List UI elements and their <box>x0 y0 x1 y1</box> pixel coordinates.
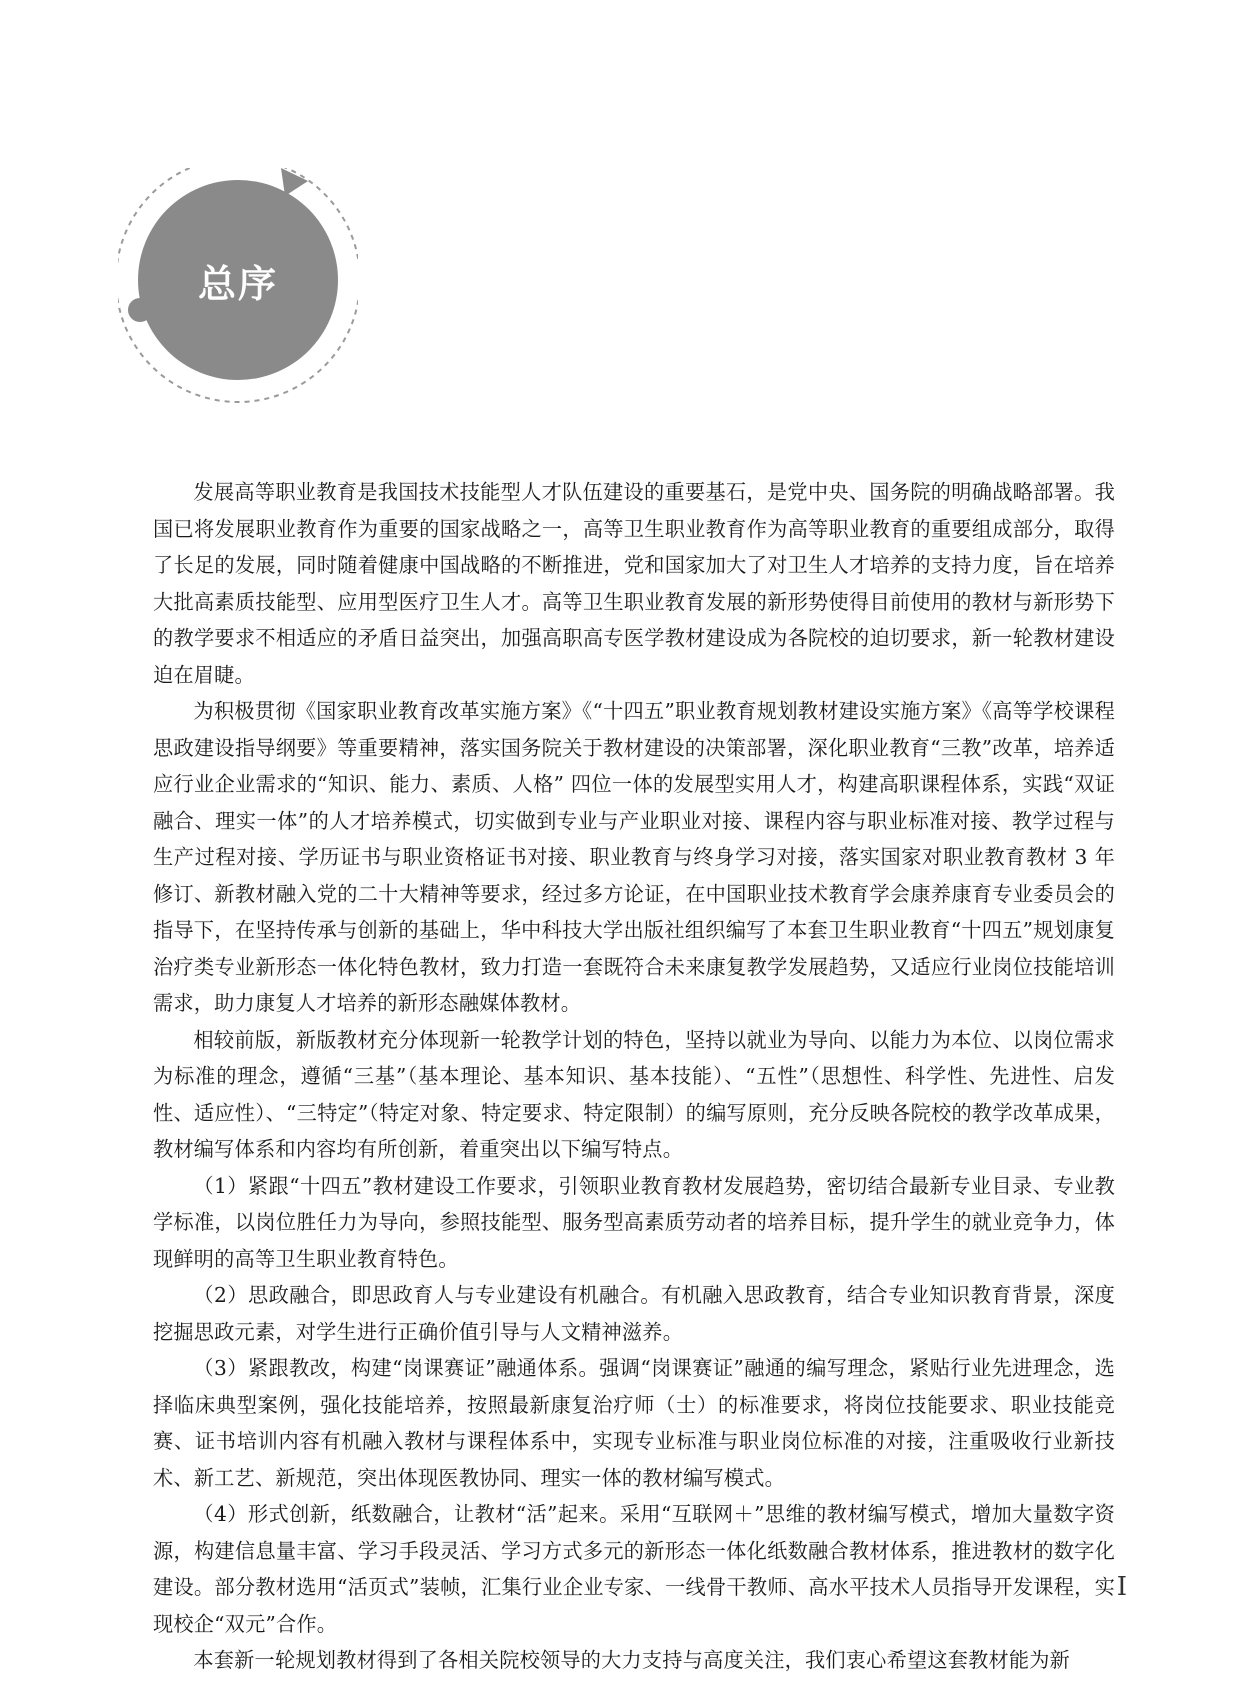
page-number: I <box>1116 1572 1127 1602</box>
paragraph: 本套新一轮规划教材得到了各相关院校领导的大力支持与高度关注，我们衷心希望这套教材能为新 <box>193 1648 1071 1672</box>
paragraph: （3）紧跟教改，构建“岗课赛证”融通体系。强调“岗课赛证”融通的编写理念，紧贴行业先进理念，选择临床典型案例，强化技能培养，按照最新康复治疗师（士）的标准要求，将岗位技能要求、职业技能竞赛、证书培训内容有机融入教材与课程体系中，实现专业标准与职业岗位标准的对接，注重吸收行业新技术、新工艺、新规范，突出体现医教协同、理实一体的教材编写模式。 <box>153 1356 1115 1490</box>
paragraph: 为积极贯彻《国家职业教育改革实施方案》《“十四五”职业教育规划教材建设实施方案》《高等学校课程思政建设指导纲要》等重要精神，落实国务院关于教材建设的决策部署，深化职业教育“三教”改革，培养适应行业企业需求的“知识、能力、素质、人格” 四位一体的发展型实用人才，构建高职课程体系，实践“双证融合、理实一体”的人才培养模式，切实做到专业与产业职业对接、课程内容与职业标准对接、教学过程与生产过程对接、学历证书与职业资格证书对接、职业教育与终身学习对接，落实国家对职业教育教材 3 年修订、新教材融入党的二十大精神等要求，经过多方论证，在中国职业技术教育学会康养康育专业委员会的指导下，在坚持传承与创新的基础上，华中科技大学出版社组织编写了本套卫生职业教育“十四五”规划康复治疗类专业新形态一体化特色教材，致力打造一套既符合未来康复教学发展趋势，又适应行业岗位技能培训需求，助力康复人才培养的新形态融媒体教材。 <box>153 699 1115 1015</box>
body-text <box>153 474 1115 1679</box>
paragraph: 相较前版，新版教材充分体现新一轮教学计划的特色，坚持以就业为导向、以能力为本位、以岗位需求为标准的理念，遵循“三基”（基本理论、基本知识、基本技能）、“五性”（思想性、科学性、先进性、启发性、适应性）、“三特定”（特定对象、特定要求、特定限制）的编写原则，充分反映各院校的教学改革成果，教材编写体系和内容均有所创新，着重突出以下编写特点。 <box>153 1027 1115 1161</box>
paragraph: 发展高等职业教育是我国技术技能型人才队伍建设的重要基石，是党中央、国务院的明确战略部署。我国已将发展职业教育作为重要的国家战略之一，高等卫生职业教育作为高等职业教育的重要组成部分，取得了长足的发展，同时随着健康中国战略的不断推进，党和国家加大了对卫生人才培养的支持力度，旨在培养大批高素质技能型、应用型医疗卫生人才。高等卫生职业教育发展的新形势使得目前使用的教材与新形势下的教学要求不相适应的矛盾日益突出，加强高职高专医学教材建设成为各院校的迫切要求，新一轮教材建设迫在眉睫。 <box>153 480 1115 687</box>
paragraph: （2）思政融合，即思政育人与专业建设有机融合。有机融入思政教育，结合专业知识教育背景，深度挖掘思政元素，对学生进行正确价值引导与人文精神滋养。 <box>153 1283 1115 1344</box>
paragraph: （4）形式创新，纸数融合，让教材“活”起来。采用“互联网＋”思维的教材编写模式，增加大量数字资源，构建信息量丰富、学习手段灵活、学习方式多元的新形态一体化纸数融合教材体系，推进教材的数字化建设。部分教材选用“活页式”装帧，汇集行业企业专家、一线骨干教师、高水平技术人员指导开发课程，实现校企“双元”合作。 <box>153 1502 1115 1636</box>
paragraph: （1）紧跟“十四五”教材建设工作要求，引领职业教育教材发展趋势，密切结合最新专业目录、专业教学标准，以岗位胜任力为导向，参照技能型、服务型高素质劳动者的培养目标，提升学生的就业竞争力，体现鲜明的高等卫生职业教育特色。 <box>153 1173 1115 1271</box>
page-title: 总序 <box>197 261 278 306</box>
heading-emblem <box>118 168 358 408</box>
